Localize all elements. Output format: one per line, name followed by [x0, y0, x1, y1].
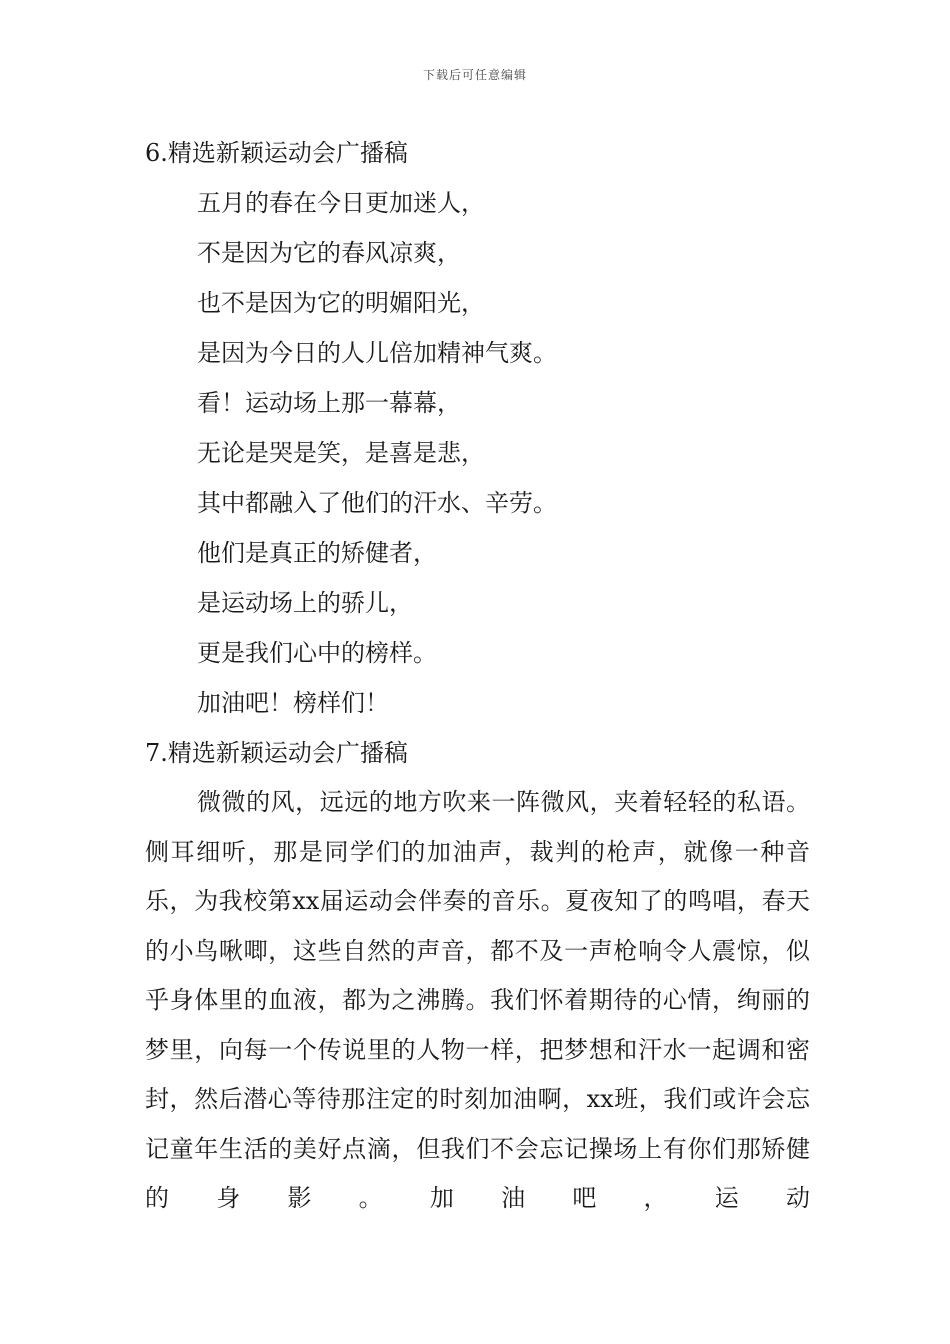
poem-line: 无论是哭是笑，是喜是悲， [197, 439, 485, 467]
poem-line: 更是我们心中的榜样。 [197, 639, 437, 667]
poem-line: 其中都融入了他们的汗水、辛劳。 [197, 489, 557, 517]
document-body [145, 128, 810, 1224]
poem-line: 五月的春在今日更加迷人， [197, 189, 485, 217]
poem-line: 也不是因为它的明媚阳光， [197, 289, 485, 317]
section-6-poem [145, 178, 810, 728]
poem-line: 不是因为它的春风凉爽， [197, 239, 461, 267]
header-note: 下载后可任意编辑 [422, 68, 527, 82]
section-6-heading: 6.精选新颖运动会广播稿 [145, 139, 408, 167]
poem-line: 是因为今日的人儿倍加精神气爽。 [197, 339, 557, 367]
poem-line: 他们是真正的矫健者， [197, 539, 437, 567]
poem-line: 加油吧！榜样们！ [197, 689, 389, 717]
section-7-heading: 7.精选新颖运动会广播稿 [145, 739, 408, 767]
poem-line: 是运动场上的骄儿， [197, 589, 413, 617]
section-7-paragraph: 微微的风，远远的地方吹来一阵微风，夹着轻轻的私语。侧耳细听，那是同学们的加油声，裁判的枪声，就像一种音乐，为我校第xx届运动会伴奏的音乐。夏夜知了的鸣唱，春天的小鸟啾唧，这些自然的声音，都不及一声枪响令人震惊，似乎身体里的血液，都为之沸腾。我们怀着期待的心情，绚丽的梦里，向每一个传说里的人物一样，把梦想和汗水一起调和密封，然后潜心等待那注定的时刻加油啊，xx班，我们或许会忘记童年生活的美好点滴，但我们不会忘记操场上有你们那矫健的身影。加油吧，运动 [145, 788, 810, 1212]
poem-line: 看！运动场上那一幕幕， [197, 389, 461, 417]
